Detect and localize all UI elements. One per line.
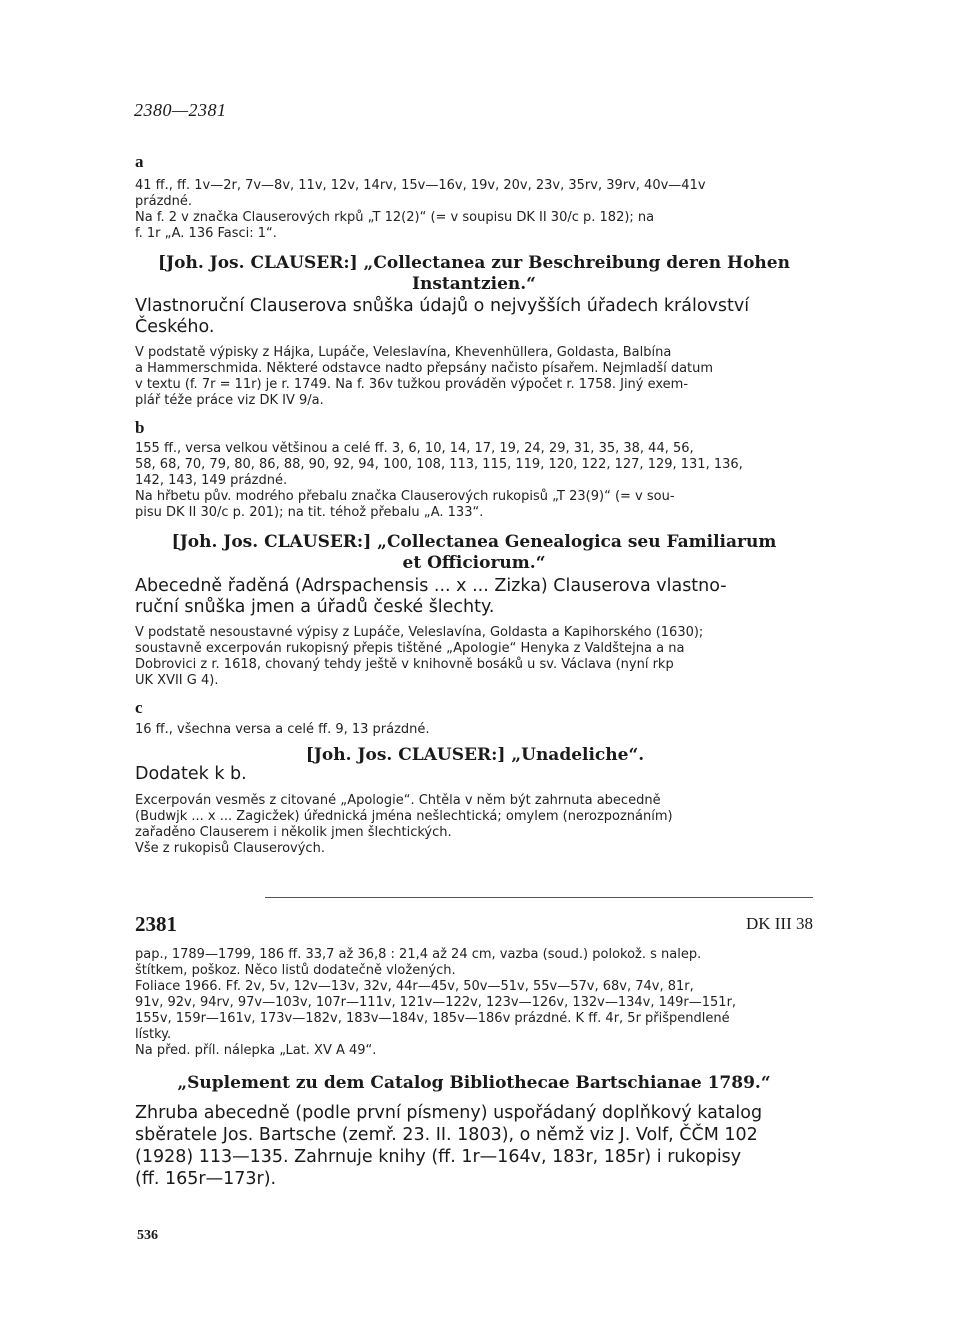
text-line: V podstatě výpisky z Hájka, Lupáče, Veleslavína, Khevenhüllera, Goldasta, Balbína — [135, 345, 672, 360]
text-line: a Hammerschmida. Některé odstavce nadto přepsány načisto písařem. Nejmladší datum — [135, 361, 714, 376]
entry-b-summary — [135, 576, 813, 618]
text-line: Excerpován vesměs z citované „Apologie“. Chtěla v něm být zahrnuta abecedně — [135, 793, 661, 808]
entry-c-note — [135, 793, 813, 857]
text-line: soustavně excerpován rukopisný přepis tištěné „Apologie“ Henyka z Valdštejna a na — [135, 641, 685, 656]
page-number: 536 — [137, 1228, 158, 1243]
summary-line: (1928) 113—135. Zahrnuje knihy (ff. 1r—164v, 183r, 185r) i rukopisy — [135, 1147, 742, 1167]
entry-c-letter: c — [135, 698, 143, 717]
text-line: Na f. 2 v značka Clauserových rkpů „T 12(2)“ (= v soupisu DK II 30/c p. 182); na — [135, 210, 655, 225]
text-line: UK XVII G 4). — [135, 673, 219, 688]
text-line: 91v, 92v, 94rv, 97v—103v, 107r—111v, 121v—122v, 123v—126v, 132v—134v, 149r—151r, — [135, 995, 737, 1010]
title-line: [Joh. Jos. CLAUSER:] „Collectanea zur Beschreibung deren Hohen — [158, 253, 790, 273]
entry-a-note — [135, 345, 813, 409]
summary-line: Vlastnoruční Clauserova snůška údajů o nejvyšších úřadech království — [135, 296, 750, 316]
text-line: 155 ff., versa velkou většinou a celé ff. 3, 6, 10, 14, 17, 19, 24, 29, 31, 35, 38, 44, 56, — [135, 441, 694, 456]
record-description — [135, 947, 813, 1059]
entry-b-letter: b — [135, 418, 145, 437]
entry-a-letter: a — [135, 152, 144, 171]
title-line: Instantzien.“ — [412, 274, 536, 294]
entry-b-note — [135, 625, 813, 689]
summary-line: Zhruba abecedně (podle první písmeny) uspořádaný doplňkový katalog — [135, 1103, 763, 1123]
text-line: (Budwjk ... x ... Zagicžek) úřednická jména nešlechtická; omylem (nerozpoznáním) — [135, 809, 673, 824]
record-signature: DK III 38 — [745, 914, 813, 933]
text-line: prázdné. — [135, 194, 193, 209]
text-line: f. 1r „A. 136 Fasci: 1“. — [135, 226, 277, 241]
entry-b-title — [135, 532, 813, 574]
text-line: 58, 68, 70, 79, 80, 86, 88, 90, 92, 94, 100, 108, 113, 115, 119, 120, 122, 127, 129, 131, 136, — [135, 457, 743, 472]
title-line: [Joh. Jos. CLAUSER:] „Collectanea Genealogica seu Familiarum — [171, 532, 777, 552]
text-line: 16 ff., všechna versa a celé ff. 9, 13 prázdné. — [135, 722, 430, 737]
entry-c-description — [135, 722, 813, 738]
text-line: pap., 1789—1799, 186 ff. 33,7 až 36,8 : 21,4 až 24 cm, vazba (soud.) polokož. s nalep. — [135, 947, 702, 962]
summary-line: ruční snůška jmen a úřadů české šlechty. — [135, 597, 495, 617]
summary-line: (ff. 165r—173r). — [135, 1169, 277, 1189]
text-line: 41 ff., ff. 1v—2r, 7v—8v, 11v, 12v, 14rv, 15v—16v, 19v, 20v, 23v, 35rv, 39rv, 40v—41v — [135, 178, 706, 193]
summary-line: Českého. — [135, 317, 215, 337]
text-line: 142, 143, 149 prázdné. — [135, 473, 288, 488]
text-line: Vše z rukopisů Clauserových. — [135, 841, 325, 856]
text-line: plář téže práce viz DK IV 9/a. — [135, 393, 324, 408]
record-title: „Suplement zu dem Catalog Bibliothecae Bartschianae 1789.“ — [177, 1073, 771, 1093]
entry-a-description — [135, 178, 813, 242]
text-line: Na před. příl. nálepka „Lat. XV A 49“. — [135, 1043, 377, 1058]
text-line: štítkem, poškoz. Něco listů dodatečně vložených. — [135, 963, 456, 978]
section-divider — [265, 897, 813, 898]
text-line: zařaděno Clauserem i několik jmen šlechtických. — [135, 825, 452, 840]
record-summary — [135, 1102, 813, 1190]
text-line: Na hřbetu pův. modrého přebalu značka Clauserových rukopisů „T 23(9)“ (= v sou- — [135, 489, 675, 504]
summary-line: sběratele Jos. Bartsche (zemř. 23. II. 1803), o němž viz J. Volf, ČČM 102 — [135, 1125, 758, 1145]
text-line: Foliace 1966. Ff. 2v, 5v, 12v—13v, 32v, 44r—45v, 50v—51v, 55v—57v, 68v, 74v, 81r, — [135, 979, 694, 994]
text-line: 155v, 159r—161v, 173v—182v, 183v—184v, 185v—186v prázdné. K ff. 4r, 5r přišpendlené — [135, 1011, 730, 1026]
entry-a-summary — [135, 296, 813, 338]
entry-a-title — [135, 253, 813, 295]
entry-c-summary: Dodatek k b. — [135, 764, 247, 784]
text-line: lístky. — [135, 1027, 172, 1042]
summary-line: Abecedně řaděná (Adrspachensis ... x ... Zizka) Clauserova vlastno- — [135, 576, 727, 596]
text-line: V podstatě nesoustavné výpisy z Lupáče, Veleslavína, Goldasta a Kapihorského (1630); — [135, 625, 704, 640]
running-head: 2380—2381 — [134, 100, 227, 120]
entry-c-title: [Joh. Jos. CLAUSER:] „Unadeliche“. — [305, 745, 645, 765]
text-line: Dobrovici z r. 1618, chovaný tehdy ještě v knihovně bosáků u sv. Václava (nyní rkp — [135, 657, 674, 672]
text-line: v textu (f. 7r = 11r) je r. 1749. Na f. 36v tužkou prováděn výpočet r. 1758. Jiný exem- — [135, 377, 689, 392]
text-line: pisu DK II 30/c p. 201); na tit. téhož přebalu „A. 133“. — [135, 505, 484, 520]
record-number: 2381 — [135, 912, 177, 936]
title-line: et Officiorum.“ — [402, 553, 546, 573]
entry-b-description — [135, 441, 813, 521]
